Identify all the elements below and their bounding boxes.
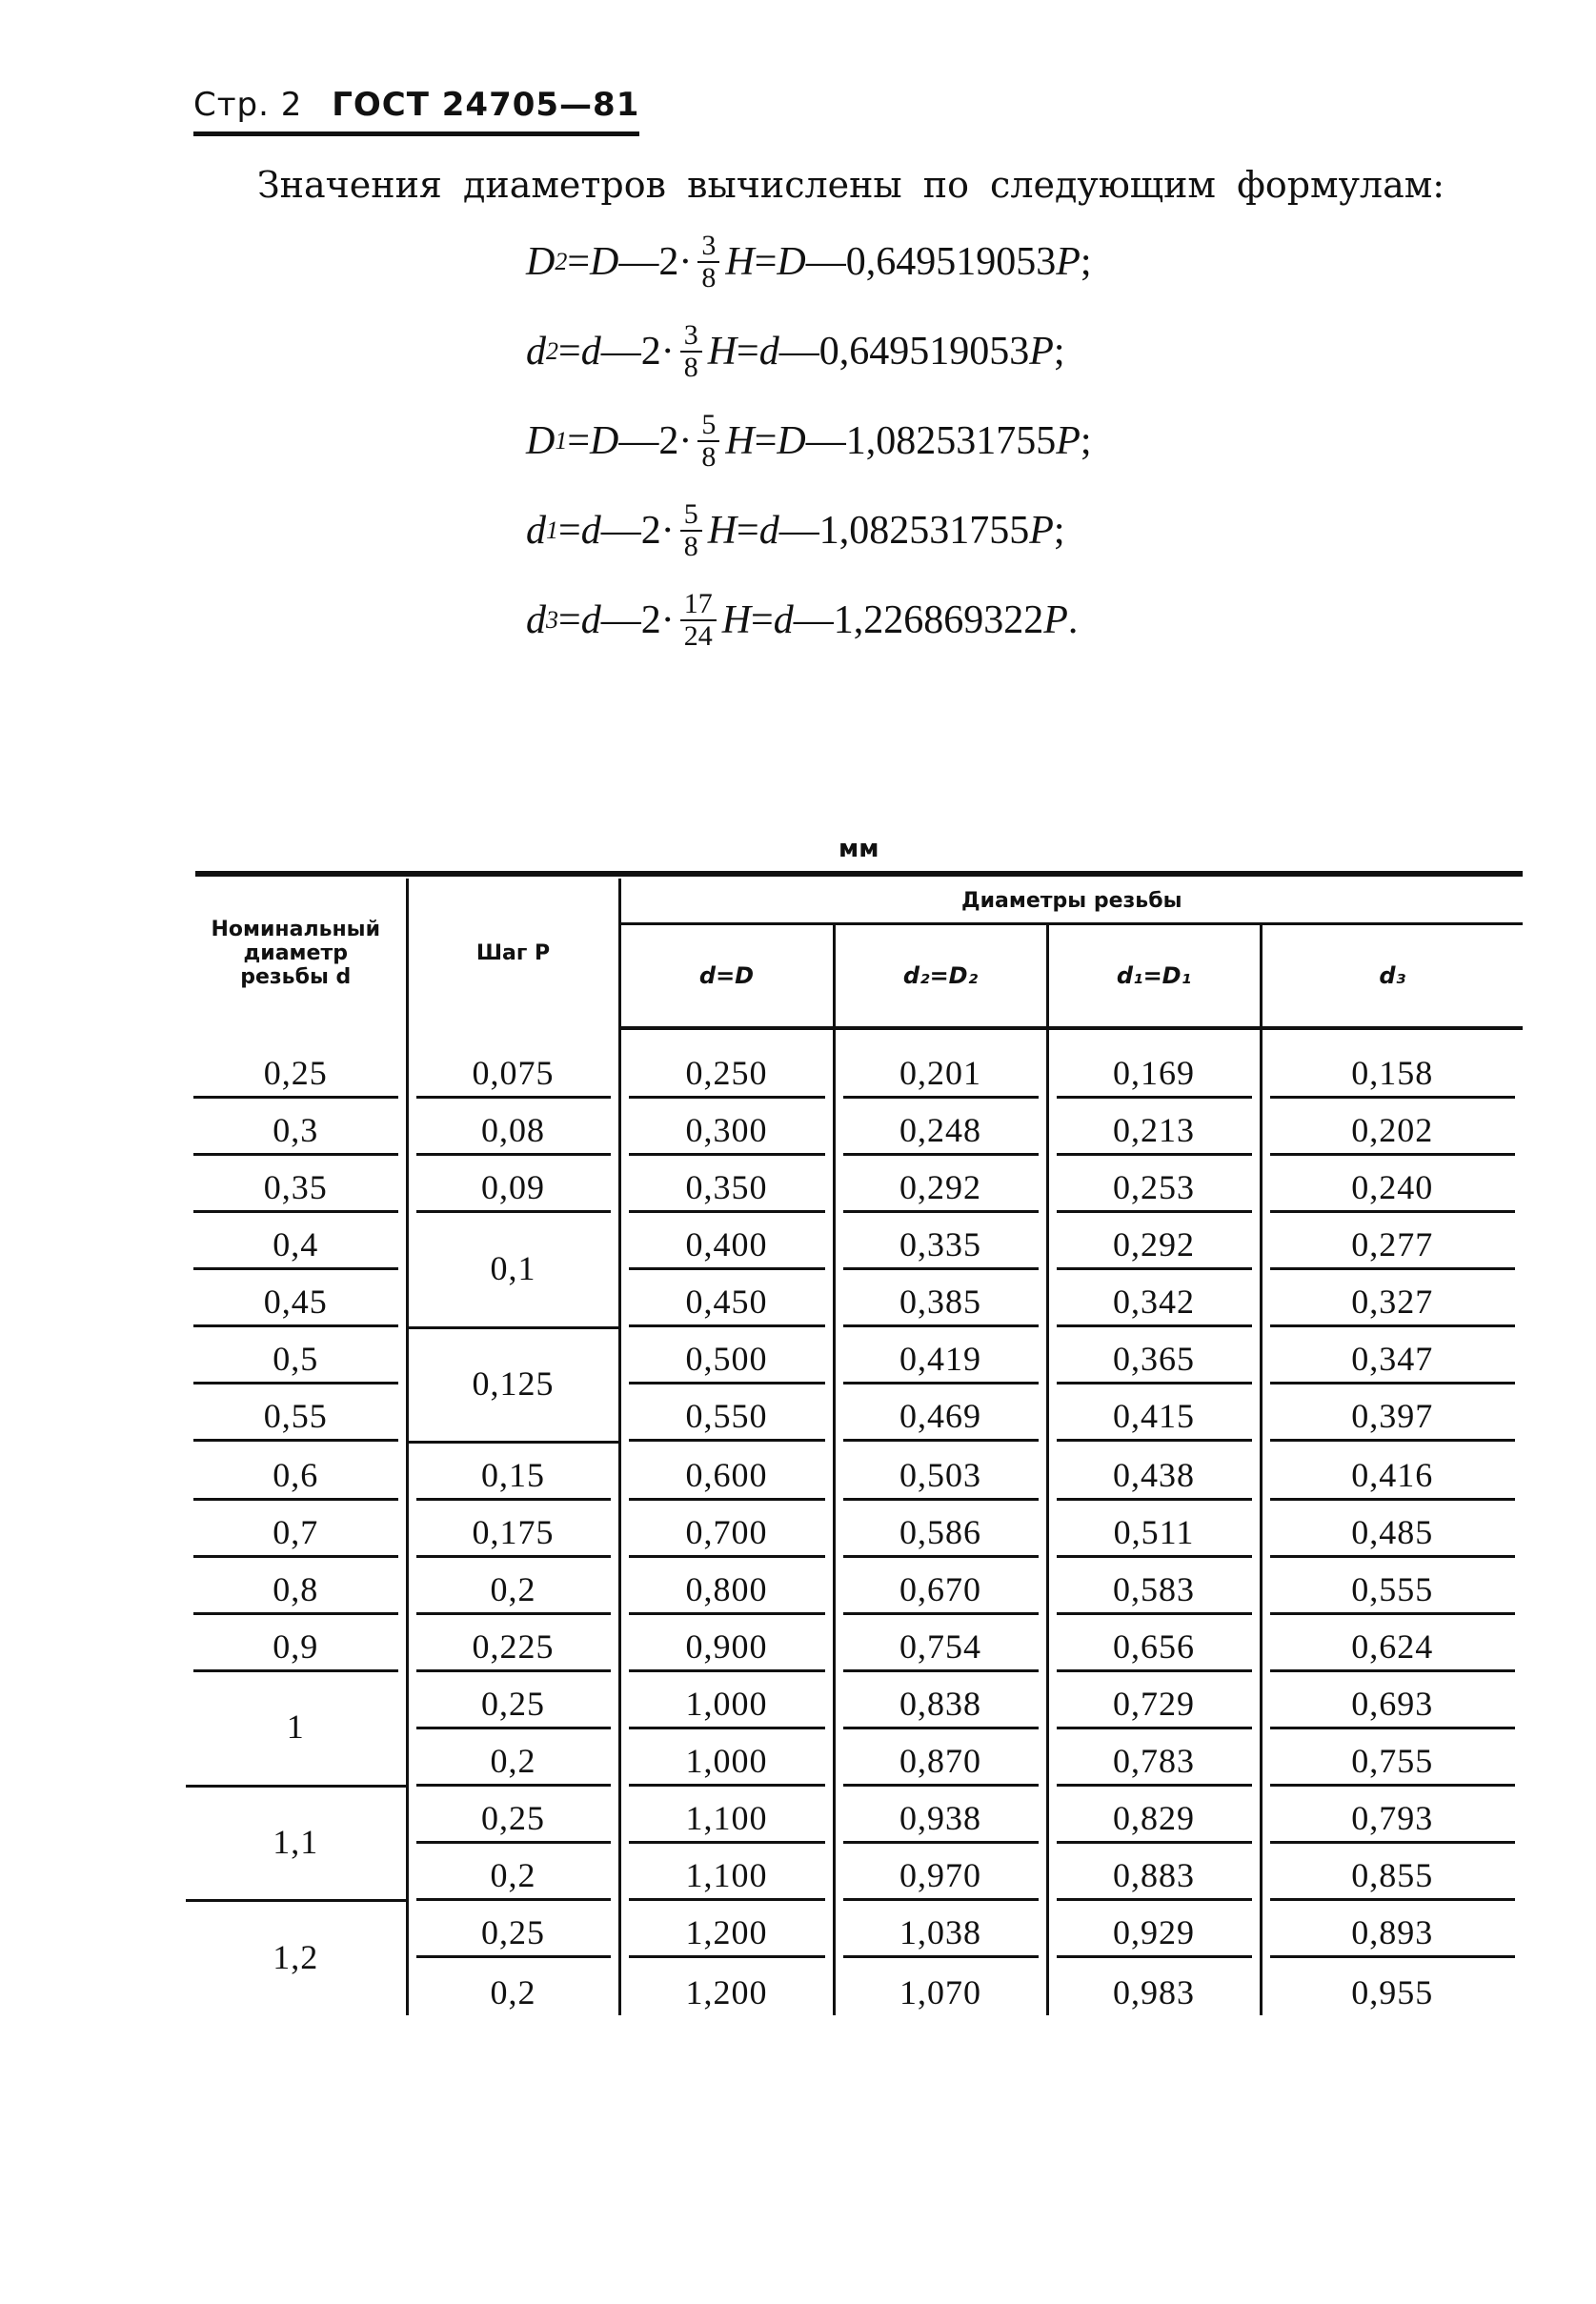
formula [526, 307, 1288, 396]
formula-p: P [1056, 240, 1081, 284]
formula-fraction [697, 410, 719, 473]
cell-nominal: 1,1 [186, 1787, 407, 1901]
cell-d1: 0,929 [1047, 1901, 1261, 1958]
header-d1-eq-D1: d₁=D₁ [1047, 924, 1261, 1029]
cell-d3: 0,240 [1261, 1156, 1523, 1213]
cell-pitch: 0,15 [407, 1442, 619, 1501]
cell-pitch: 0,25 [407, 1787, 619, 1844]
cell-d: 0,300 [619, 1099, 834, 1156]
formula-base: D [590, 419, 619, 463]
cell-d2: 0,385 [834, 1270, 1047, 1327]
cell-d3: 0,347 [1261, 1327, 1523, 1384]
cell-d2: 0,938 [834, 1787, 1047, 1844]
formula-lhs-subscript: 3 [546, 606, 558, 634]
cell-d3: 0,793 [1261, 1787, 1523, 1844]
formula-operator: —2· [600, 509, 675, 553]
cell-pitch: 0,1 [407, 1213, 619, 1327]
formula-base: d [758, 330, 779, 374]
cell-d1: 0,829 [1047, 1787, 1261, 1844]
cell-d1: 0,253 [1047, 1156, 1261, 1213]
formula [526, 576, 1288, 665]
formula-fraction [697, 231, 719, 293]
page-number: Стр. 2 [193, 86, 303, 124]
cell-d: 0,800 [619, 1558, 834, 1615]
table-unit: мм [838, 835, 879, 863]
cell-pitch: 0,2 [407, 1558, 619, 1615]
fraction-denominator: 8 [683, 531, 698, 562]
fraction-denominator: 24 [683, 620, 713, 652]
formula [526, 486, 1288, 576]
cell-d2: 0,292 [834, 1156, 1047, 1213]
cell-d1: 0,783 [1047, 1729, 1261, 1787]
table-row [186, 1099, 1523, 1156]
formula-punctuation: ; [1053, 509, 1065, 553]
cell-d1: 0,342 [1047, 1270, 1261, 1327]
cell-pitch: 0,2 [407, 1844, 619, 1901]
fraction-numerator: 3 [680, 320, 702, 353]
cell-d2: 1,038 [834, 1901, 1047, 1958]
formula-coefficient: 1,082531755 [845, 419, 1057, 463]
cell-d1: 0,983 [1047, 1958, 1261, 2015]
cell-d1: 0,511 [1047, 1501, 1261, 1558]
cell-pitch: 0,2 [407, 1958, 619, 2015]
table-row [186, 1901, 1523, 1958]
cell-d2: 0,838 [834, 1672, 1047, 1729]
formula-equals: = [751, 598, 774, 642]
cell-nominal: 0,55 [186, 1384, 407, 1442]
formula-equals: = [567, 419, 591, 463]
formula-fraction [680, 320, 702, 383]
formula-punctuation: ; [1053, 330, 1065, 374]
fraction-numerator: 5 [680, 499, 702, 532]
formula-base: d [580, 330, 601, 374]
table-row [186, 1787, 1523, 1844]
table-row [186, 1672, 1523, 1729]
cell-d2: 0,670 [834, 1558, 1047, 1615]
fraction-denominator: 8 [701, 262, 717, 293]
formula-operator: —2· [600, 598, 675, 642]
cell-pitch: 0,2 [407, 1729, 619, 1787]
cell-d3: 0,277 [1261, 1213, 1523, 1270]
formula-p: P [1029, 509, 1054, 553]
formula-lhs-subscript: 1 [546, 516, 558, 544]
formula-equals: = [754, 419, 778, 463]
formula-minus: — [805, 419, 846, 463]
cell-pitch: 0,08 [407, 1099, 619, 1156]
cell-nominal: 0,45 [186, 1270, 407, 1327]
cell-d: 1,100 [619, 1787, 834, 1844]
table-row [186, 1270, 1523, 1327]
table-body [186, 1028, 1523, 2015]
formula-h: H [707, 509, 737, 553]
cell-d1: 0,169 [1047, 1041, 1261, 1099]
formula-equals: = [558, 330, 581, 374]
formula [526, 217, 1288, 307]
header-d2-eq-D2: d₂=D₂ [834, 924, 1047, 1029]
table-row [186, 1041, 1523, 1099]
cell-d1: 0,438 [1047, 1442, 1261, 1501]
fraction-denominator: 8 [701, 441, 717, 473]
cell-d3: 0,327 [1261, 1270, 1523, 1327]
cell-d: 0,450 [619, 1270, 834, 1327]
formula-equals: = [558, 509, 581, 553]
table-row [186, 1213, 1523, 1270]
formula-minus: — [778, 509, 819, 553]
cell-d3: 0,397 [1261, 1384, 1523, 1442]
formula-base: D [777, 419, 806, 463]
cell-d: 1,200 [619, 1901, 834, 1958]
cell-d: 1,000 [619, 1672, 834, 1729]
cell-pitch: 0,175 [407, 1501, 619, 1558]
formula-punctuation: ; [1080, 419, 1092, 463]
cell-d2: 0,248 [834, 1099, 1047, 1156]
cell-pitch: 0,25 [407, 1672, 619, 1729]
cell-nominal: 0,5 [186, 1327, 407, 1384]
cell-d3: 0,755 [1261, 1729, 1523, 1787]
cell-d: 0,500 [619, 1327, 834, 1384]
cell-nominal: 0,8 [186, 1558, 407, 1615]
formula-coefficient: 0,649519053 [845, 240, 1057, 284]
cell-d2: 0,201 [834, 1041, 1047, 1099]
cell-nominal: 1,2 [273, 1937, 319, 1976]
cell-d3: 0,624 [1261, 1615, 1523, 1672]
formula-lhs-subscript: 2 [546, 337, 558, 365]
formula-h: H [725, 419, 755, 463]
cell-d: 0,600 [619, 1442, 834, 1501]
table-row [186, 1442, 1523, 1501]
page-header [193, 86, 639, 136]
thread-diameter-table [186, 879, 1523, 2015]
formula-p: P [1056, 419, 1081, 463]
header-d-eq-D: d=D [619, 924, 834, 1029]
fraction-numerator: 3 [697, 231, 719, 263]
cell-d2: 0,419 [834, 1327, 1047, 1384]
formula-base: D [777, 240, 806, 284]
cell-nominal: 0,6 [186, 1442, 407, 1501]
cell-d2: 0,870 [834, 1729, 1047, 1787]
header-spacer [186, 1028, 1523, 1041]
cell-d3: 0,202 [1261, 1099, 1523, 1156]
formula-minus: — [778, 330, 819, 374]
cell-d: 0,250 [619, 1041, 834, 1099]
cell-d: 1,000 [619, 1729, 834, 1787]
formula-punctuation: ; [1080, 240, 1092, 284]
cell-d1: 0,729 [1047, 1672, 1261, 1729]
formula-base: d [580, 509, 601, 553]
cell-d3: 0,693 [1261, 1672, 1523, 1729]
formula-list [526, 217, 1288, 665]
table-top-rule [195, 871, 1523, 877]
cell-d2: 0,335 [834, 1213, 1047, 1270]
cell-d2: 0,970 [834, 1844, 1047, 1901]
cell-d1: 0,213 [1047, 1099, 1261, 1156]
table-row [186, 1156, 1523, 1213]
cell-d: 0,550 [619, 1384, 834, 1442]
formula-base: d [580, 598, 601, 642]
formula-p: P [1043, 598, 1068, 642]
cell-pitch: 0,25 [407, 1901, 619, 1958]
formula-base: d [773, 598, 794, 642]
cell-nominal: 0,4 [186, 1213, 407, 1270]
cell-d: 0,900 [619, 1615, 834, 1672]
cell-d3: 0,855 [1261, 1844, 1523, 1901]
cell-d3: 0,158 [1261, 1041, 1523, 1099]
cell-d3: 0,555 [1261, 1558, 1523, 1615]
table-row [186, 1501, 1523, 1558]
cell-d1: 0,583 [1047, 1558, 1261, 1615]
formula-equals: = [737, 509, 759, 553]
formula-operator: —2· [618, 240, 693, 284]
formula [526, 396, 1288, 486]
formula-equals: = [567, 240, 591, 284]
cell-pitch: 0,125 [407, 1327, 619, 1442]
formula-coefficient: 1,226869322 [833, 598, 1044, 642]
table-row [186, 1384, 1523, 1442]
cell-d2: 0,469 [834, 1384, 1047, 1442]
table-row [186, 1615, 1523, 1672]
formula-lhs-subscript: 1 [555, 427, 568, 455]
cell-d2: 0,754 [834, 1615, 1047, 1672]
cell-d: 1,200 [619, 1958, 834, 2015]
header-pitch: Шаг P [407, 879, 619, 1028]
cell-pitch: 0,09 [407, 1156, 619, 1213]
formula-lhs-var: d [526, 330, 546, 374]
formula-base: D [590, 240, 619, 284]
fraction-denominator: 8 [683, 352, 698, 383]
cell-nominal: 0,25 [186, 1041, 407, 1099]
fraction-numerator: 5 [697, 410, 719, 442]
formula-lhs-var: D [526, 240, 556, 284]
cell-d3: 0,485 [1261, 1501, 1523, 1558]
cell-d2: 0,586 [834, 1501, 1047, 1558]
cell-d2: 0,503 [834, 1442, 1047, 1501]
standard-code: ГОСТ 24705—81 [332, 86, 640, 124]
header-d3: d₃ [1261, 924, 1523, 1029]
formula-lhs-var: d [526, 509, 546, 553]
cell-nominal: 0,7 [186, 1501, 407, 1558]
cell-d2: 1,070 [834, 1958, 1047, 2015]
formula-equals: = [558, 598, 581, 642]
formula-operator: —2· [600, 330, 675, 374]
formula-equals: = [754, 240, 778, 284]
cell-d1: 0,415 [1047, 1384, 1261, 1442]
cell-d3: 0,893 [1261, 1901, 1523, 1958]
formula-operator: —2· [618, 419, 693, 463]
cell-pitch: 0,225 [407, 1615, 619, 1672]
formula-equals: = [737, 330, 759, 374]
cell-d1: 0,365 [1047, 1327, 1261, 1384]
cell-d3: 0,955 [1261, 1958, 1523, 2015]
fraction-numerator: 17 [680, 589, 717, 621]
formula-coefficient: 1,082531755 [818, 509, 1030, 553]
cell-d1: 0,656 [1047, 1615, 1261, 1672]
formula-h: H [721, 598, 752, 642]
formula-lhs-subscript: 2 [555, 248, 568, 275]
formula-h: H [725, 240, 755, 284]
formula-minus: — [805, 240, 846, 284]
cell-d: 0,700 [619, 1501, 834, 1558]
cell-d: 1,100 [619, 1844, 834, 1901]
formula-fraction [680, 499, 702, 562]
header-thread-diameters: Диаметры резьбы [619, 879, 1523, 924]
formula-coefficient: 0,649519053 [818, 330, 1030, 374]
formula-lhs-var: d [526, 598, 546, 642]
formula-p: P [1029, 330, 1054, 374]
formula-lhs-var: D [526, 419, 556, 463]
cell-nominal: 0,35 [186, 1156, 407, 1213]
table-row [186, 1558, 1523, 1615]
formula-h: H [707, 330, 737, 374]
table-row [186, 1327, 1523, 1384]
cell-nominal: 0,9 [186, 1615, 407, 1672]
header-nominal-diameter: Номинальный диаметр резьбы d [211, 918, 380, 989]
formula-punctuation: . [1067, 598, 1079, 642]
cell-nominal: 0,3 [186, 1099, 407, 1156]
cell-d: 0,350 [619, 1156, 834, 1213]
formula-fraction [680, 589, 717, 652]
cell-nominal: 1 [186, 1672, 407, 1787]
cell-d3: 0,416 [1261, 1442, 1523, 1501]
formula-minus: — [793, 598, 834, 642]
cell-d1: 0,292 [1047, 1213, 1261, 1270]
intro-text: Значения диаметров вычислены по следующим формулам: [257, 164, 1445, 206]
cell-d1: 0,883 [1047, 1844, 1261, 1901]
cell-pitch: 0,075 [407, 1041, 619, 1099]
formula-base: d [758, 509, 779, 553]
cell-d: 0,400 [619, 1213, 834, 1270]
